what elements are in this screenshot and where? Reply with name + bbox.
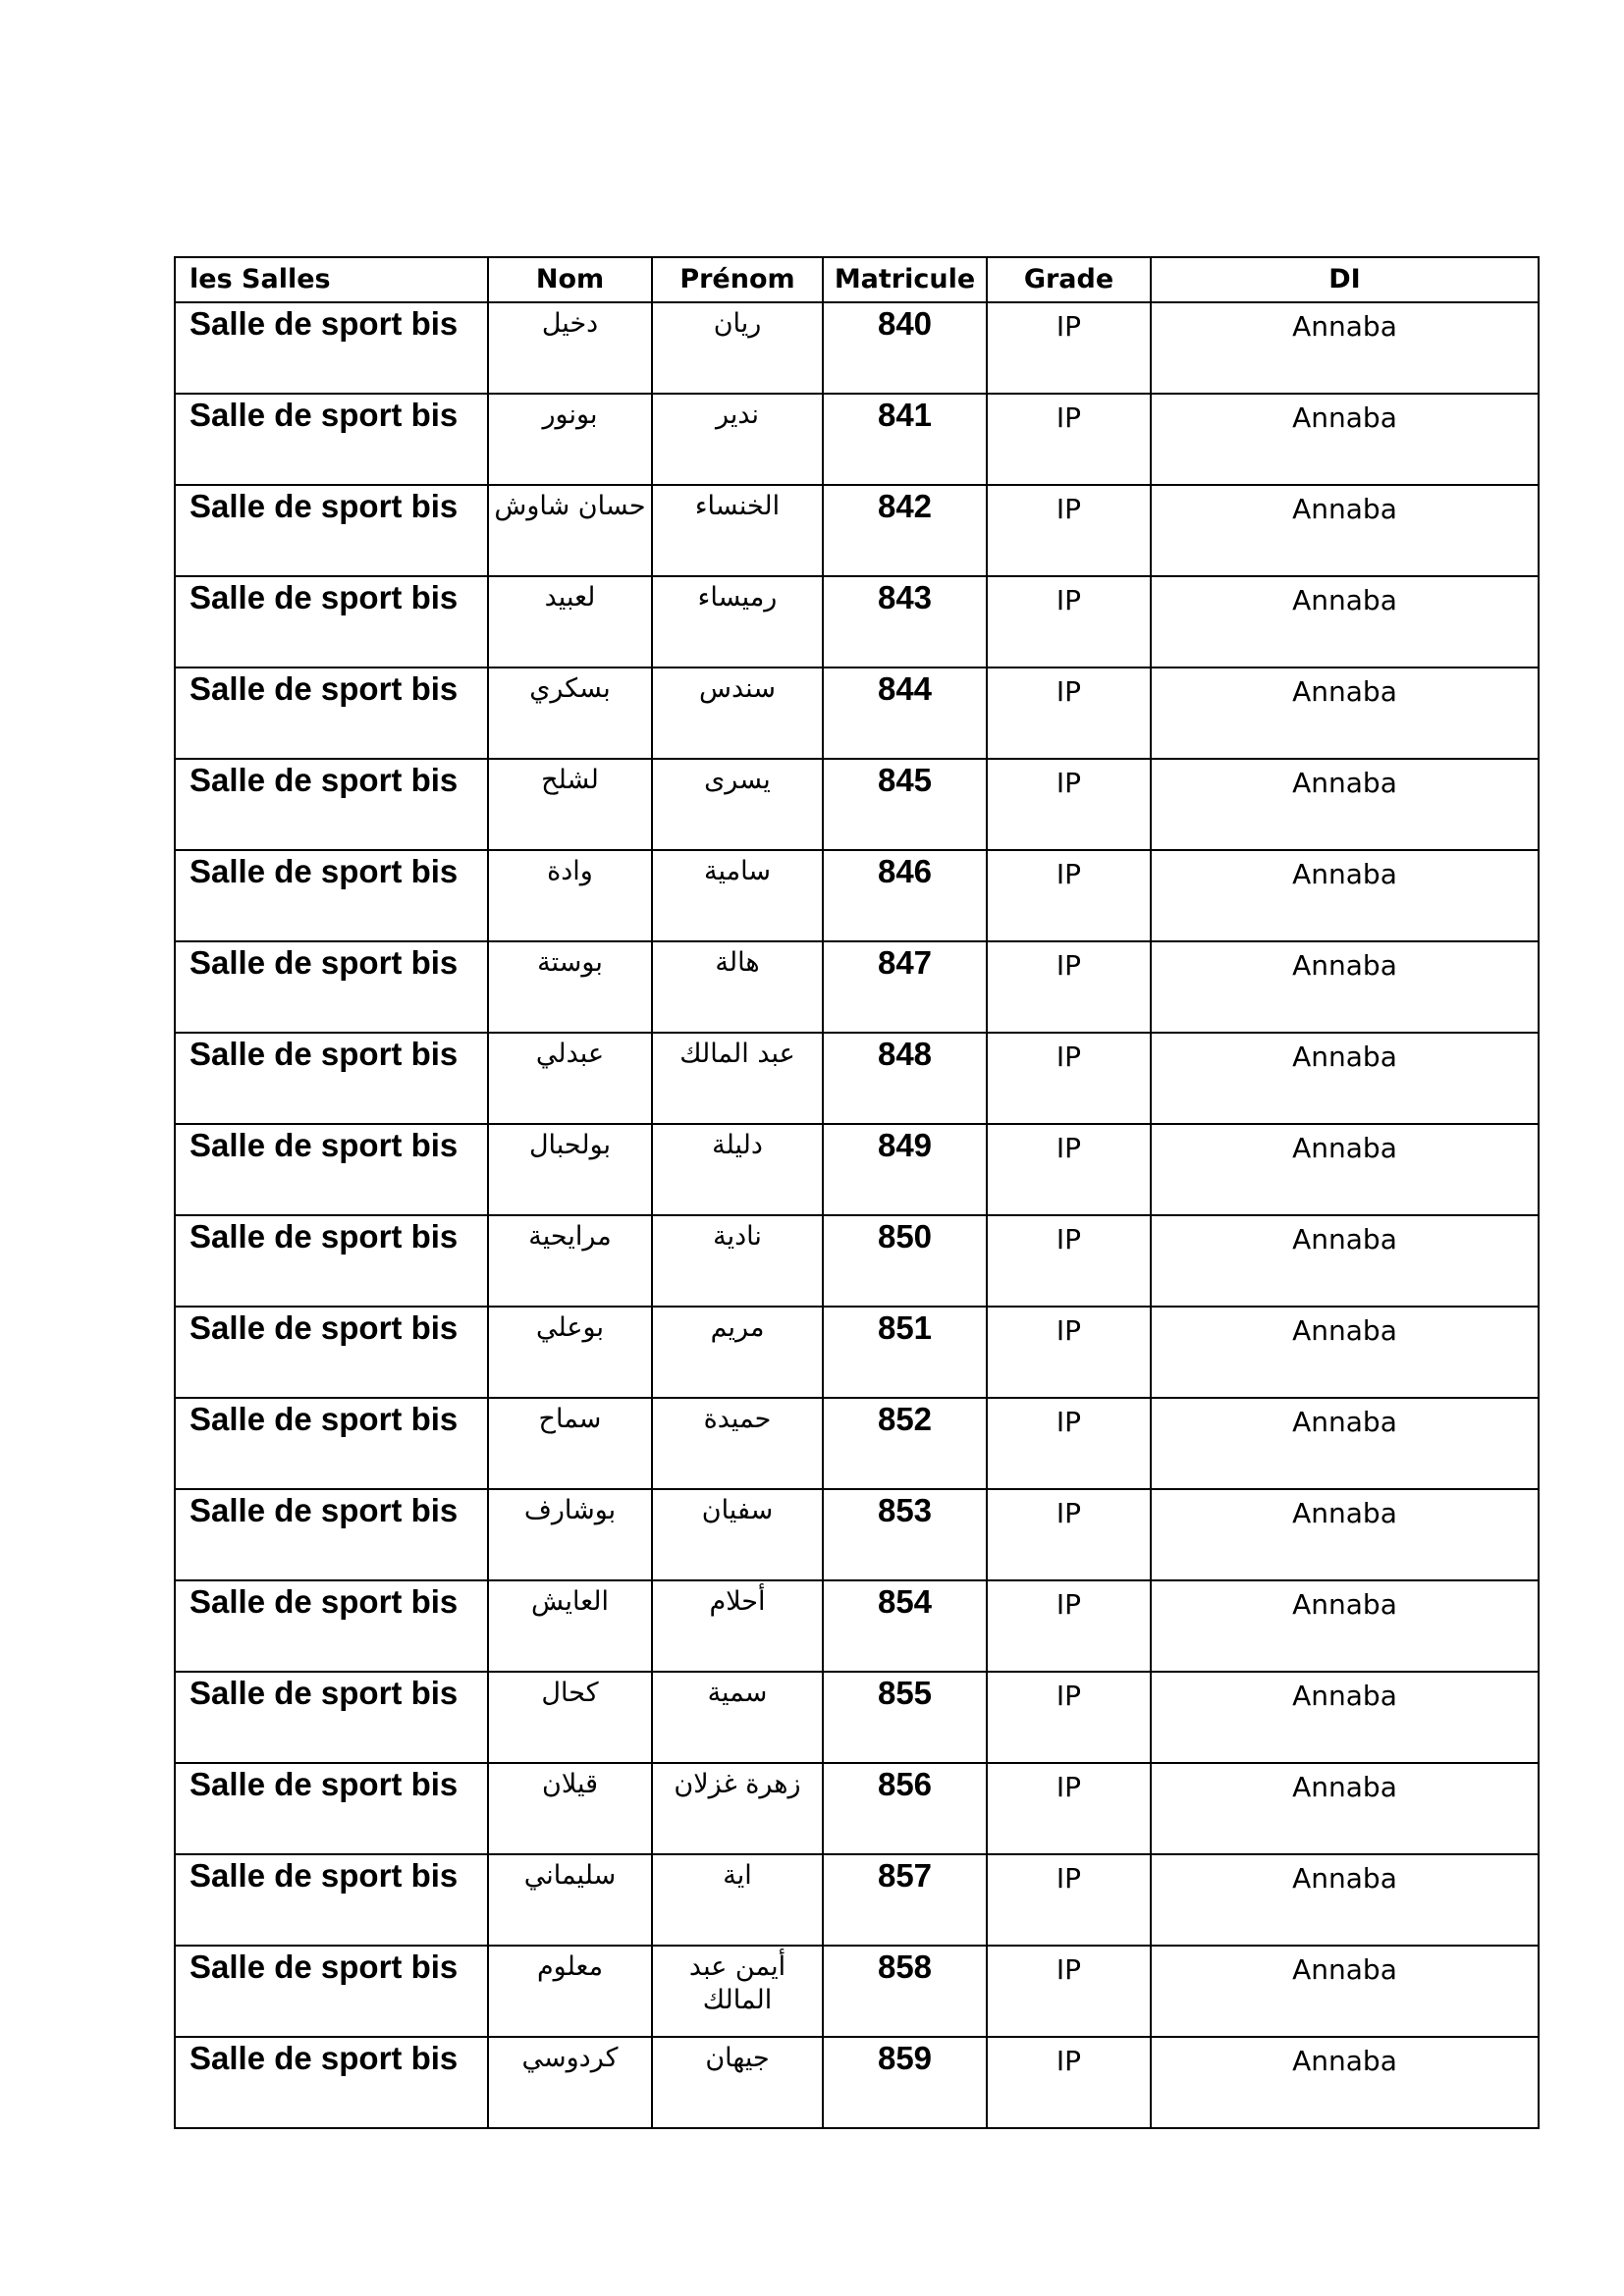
cell-salle: Salle de sport bis xyxy=(175,1307,488,1398)
cell-prenom: هالة xyxy=(652,941,823,1033)
table-row xyxy=(175,667,1539,759)
table-row xyxy=(175,1215,1539,1307)
cell-salle: Salle de sport bis xyxy=(175,850,488,941)
cell-grade: IP xyxy=(987,2037,1151,2128)
cell-grade: IP xyxy=(987,576,1151,667)
cell-matricule: 851 xyxy=(823,1307,987,1398)
cell-matricule: 858 xyxy=(823,1946,987,2037)
header-di: DI xyxy=(1151,257,1539,302)
cell-matricule: 850 xyxy=(823,1215,987,1307)
cell-nom: بونور xyxy=(488,394,652,485)
cell-grade: IP xyxy=(987,850,1151,941)
cell-grade: IP xyxy=(987,302,1151,394)
cell-matricule: 853 xyxy=(823,1489,987,1580)
cell-prenom: جيهان xyxy=(652,2037,823,2128)
cell-grade: IP xyxy=(987,667,1151,759)
cell-nom: سماح xyxy=(488,1398,652,1489)
cell-nom: لعبيد xyxy=(488,576,652,667)
cell-prenom: ندير xyxy=(652,394,823,485)
cell-matricule: 842 xyxy=(823,485,987,576)
cell-salle: Salle de sport bis xyxy=(175,576,488,667)
cell-salle: Salle de sport bis xyxy=(175,667,488,759)
cell-nom: قيلان xyxy=(488,1763,652,1854)
table-row xyxy=(175,302,1539,394)
cell-matricule: 857 xyxy=(823,1854,987,1946)
cell-matricule: 852 xyxy=(823,1398,987,1489)
cell-di: Annaba xyxy=(1151,1398,1539,1489)
cell-salle: Salle de sport bis xyxy=(175,1854,488,1946)
header-salles: les Salles xyxy=(175,257,488,302)
cell-prenom: أحلام xyxy=(652,1580,823,1672)
cell-grade: IP xyxy=(987,485,1151,576)
cell-prenom: دليلة xyxy=(652,1124,823,1215)
cell-nom: حسان شاوش xyxy=(488,485,652,576)
cell-grade: IP xyxy=(987,394,1151,485)
table-row xyxy=(175,850,1539,941)
header-prenom: Prénom xyxy=(652,257,823,302)
cell-grade: IP xyxy=(987,1307,1151,1398)
cell-salle: Salle de sport bis xyxy=(175,1489,488,1580)
cell-nom: بوعلي xyxy=(488,1307,652,1398)
table-row xyxy=(175,1033,1539,1124)
table-row xyxy=(175,1946,1539,2037)
cell-matricule: 843 xyxy=(823,576,987,667)
header-matricule: Matricule xyxy=(823,257,987,302)
table-row xyxy=(175,1854,1539,1946)
cell-grade: IP xyxy=(987,759,1151,850)
cell-salle: Salle de sport bis xyxy=(175,1033,488,1124)
cell-salle: Salle de sport bis xyxy=(175,941,488,1033)
cell-nom: بوستة xyxy=(488,941,652,1033)
cell-di: Annaba xyxy=(1151,485,1539,576)
cell-grade: IP xyxy=(987,1124,1151,1215)
cell-di: Annaba xyxy=(1151,1215,1539,1307)
cell-prenom: الخنساء xyxy=(652,485,823,576)
cell-nom: كردوسي xyxy=(488,2037,652,2128)
cell-di: Annaba xyxy=(1151,2037,1539,2128)
table-row xyxy=(175,1489,1539,1580)
cell-di: Annaba xyxy=(1151,394,1539,485)
cell-nom: بولحبال xyxy=(488,1124,652,1215)
cell-di: Annaba xyxy=(1151,1580,1539,1672)
cell-grade: IP xyxy=(987,1489,1151,1580)
table-row xyxy=(175,1398,1539,1489)
table-row xyxy=(175,941,1539,1033)
cell-salle: Salle de sport bis xyxy=(175,1946,488,2037)
table-row xyxy=(175,576,1539,667)
cell-grade: IP xyxy=(987,1398,1151,1489)
table-row xyxy=(175,1124,1539,1215)
cell-di: Annaba xyxy=(1151,302,1539,394)
table-row xyxy=(175,1307,1539,1398)
cell-nom: بوشارف xyxy=(488,1489,652,1580)
cell-salle: Salle de sport bis xyxy=(175,759,488,850)
table-row xyxy=(175,485,1539,576)
cell-nom: سليماني xyxy=(488,1854,652,1946)
cell-prenom: زهرة غزلان xyxy=(652,1763,823,1854)
cell-nom: لشلح xyxy=(488,759,652,850)
table-row xyxy=(175,1672,1539,1763)
table-row xyxy=(175,759,1539,850)
table-row xyxy=(175,394,1539,485)
table-row xyxy=(175,1580,1539,1672)
cell-nom: وادة xyxy=(488,850,652,941)
cell-prenom: اية xyxy=(652,1854,823,1946)
cell-salle: Salle de sport bis xyxy=(175,1124,488,1215)
cell-di: Annaba xyxy=(1151,759,1539,850)
cell-prenom: سمية xyxy=(652,1672,823,1763)
cell-salle: Salle de sport bis xyxy=(175,2037,488,2128)
cell-matricule: 844 xyxy=(823,667,987,759)
cell-grade: IP xyxy=(987,1033,1151,1124)
cell-di: Annaba xyxy=(1151,1672,1539,1763)
cell-salle: Salle de sport bis xyxy=(175,1580,488,1672)
cell-matricule: 846 xyxy=(823,850,987,941)
cell-salle: Salle de sport bis xyxy=(175,1398,488,1489)
cell-prenom: حميدة xyxy=(652,1398,823,1489)
cell-salle: Salle de sport bis xyxy=(175,302,488,394)
cell-di: Annaba xyxy=(1151,667,1539,759)
cell-prenom: نادية xyxy=(652,1215,823,1307)
cell-grade: IP xyxy=(987,1763,1151,1854)
cell-di: Annaba xyxy=(1151,1854,1539,1946)
cell-prenom: أيمن عبد المالك xyxy=(652,1946,823,2037)
cell-nom: عبدلي xyxy=(488,1033,652,1124)
cell-salle: Salle de sport bis xyxy=(175,1215,488,1307)
cell-matricule: 855 xyxy=(823,1672,987,1763)
cell-di: Annaba xyxy=(1151,1946,1539,2037)
roster-table xyxy=(174,256,1540,2129)
cell-di: Annaba xyxy=(1151,1763,1539,1854)
cell-grade: IP xyxy=(987,1672,1151,1763)
cell-grade: IP xyxy=(987,1215,1151,1307)
cell-salle: Salle de sport bis xyxy=(175,394,488,485)
cell-matricule: 854 xyxy=(823,1580,987,1672)
cell-prenom: مريم xyxy=(652,1307,823,1398)
table-header xyxy=(175,257,1539,302)
cell-nom: كحال xyxy=(488,1672,652,1763)
cell-nom: دخيل xyxy=(488,302,652,394)
cell-salle: Salle de sport bis xyxy=(175,1672,488,1763)
header-row xyxy=(175,257,1539,302)
table-row xyxy=(175,1763,1539,1854)
cell-matricule: 840 xyxy=(823,302,987,394)
cell-prenom: سفيان xyxy=(652,1489,823,1580)
cell-salle: Salle de sport bis xyxy=(175,485,488,576)
cell-matricule: 849 xyxy=(823,1124,987,1215)
cell-matricule: 845 xyxy=(823,759,987,850)
cell-grade: IP xyxy=(987,1854,1151,1946)
cell-prenom: سامية xyxy=(652,850,823,941)
cell-nom: بسكري xyxy=(488,667,652,759)
cell-prenom: ريان xyxy=(652,302,823,394)
cell-grade: IP xyxy=(987,1580,1151,1672)
cell-di: Annaba xyxy=(1151,941,1539,1033)
cell-prenom: سندس xyxy=(652,667,823,759)
cell-matricule: 841 xyxy=(823,394,987,485)
cell-di: Annaba xyxy=(1151,850,1539,941)
cell-matricule: 856 xyxy=(823,1763,987,1854)
cell-nom: مرايحية xyxy=(488,1215,652,1307)
cell-di: Annaba xyxy=(1151,1307,1539,1398)
cell-nom: العايش xyxy=(488,1580,652,1672)
table-row xyxy=(175,2037,1539,2128)
cell-matricule: 847 xyxy=(823,941,987,1033)
cell-matricule: 859 xyxy=(823,2037,987,2128)
cell-di: Annaba xyxy=(1151,1033,1539,1124)
cell-di: Annaba xyxy=(1151,1124,1539,1215)
cell-di: Annaba xyxy=(1151,1489,1539,1580)
cell-matricule: 848 xyxy=(823,1033,987,1124)
cell-prenom: رميساء xyxy=(652,576,823,667)
cell-salle: Salle de sport bis xyxy=(175,1763,488,1854)
header-nom: Nom xyxy=(488,257,652,302)
cell-grade: IP xyxy=(987,941,1151,1033)
cell-nom: معلوم xyxy=(488,1946,652,2037)
table-body xyxy=(175,302,1539,2128)
cell-grade: IP xyxy=(987,1946,1151,2037)
cell-prenom: عبد المالك xyxy=(652,1033,823,1124)
header-grade: Grade xyxy=(987,257,1151,302)
cell-prenom: يسرى xyxy=(652,759,823,850)
cell-di: Annaba xyxy=(1151,576,1539,667)
